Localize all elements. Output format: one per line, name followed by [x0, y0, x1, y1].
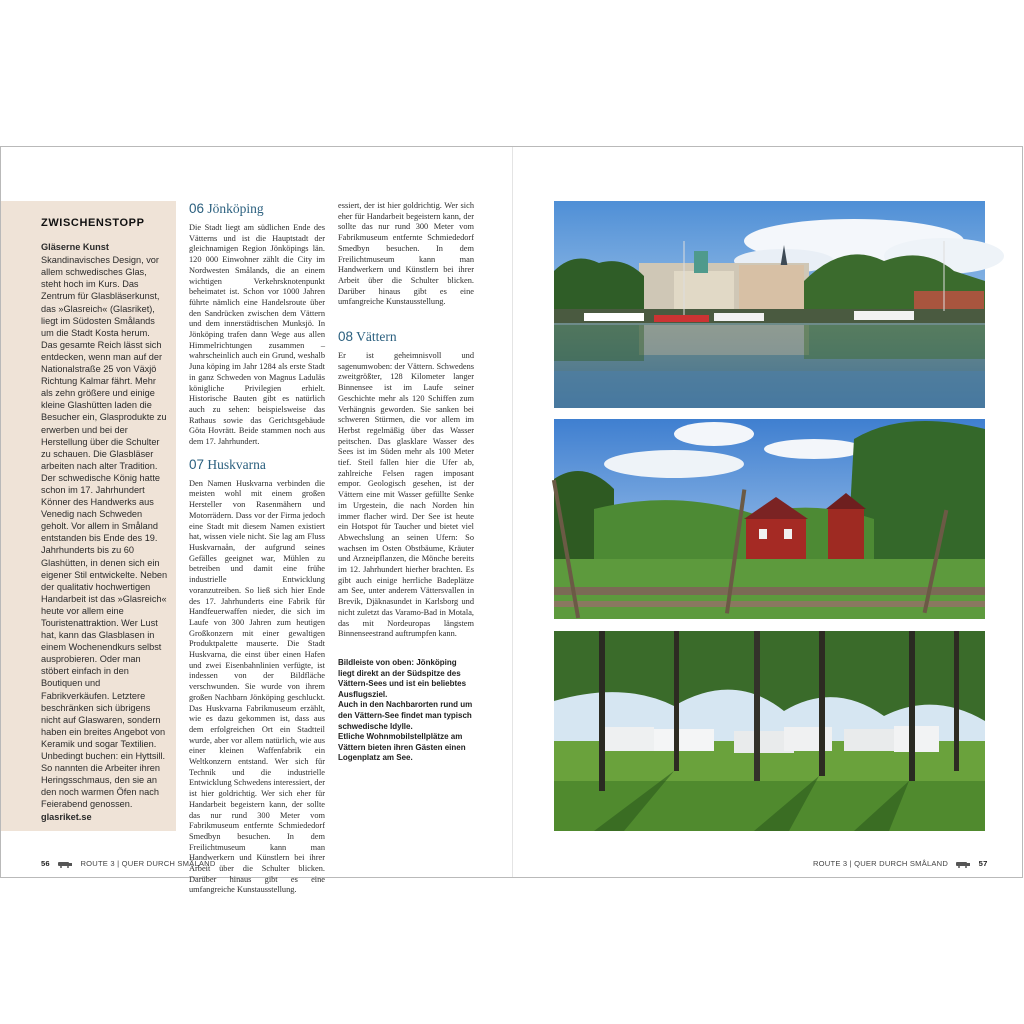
zwischenstopp-box [1, 201, 176, 831]
photo-red-houses [554, 419, 985, 619]
footer-separator: | [849, 859, 852, 868]
sidebar-link[interactable]: glasriket.se [41, 811, 92, 822]
sidebar-subtitle: Gläserne Kunst [41, 242, 109, 253]
column-2 [338, 201, 474, 764]
footer-chapter: QUER DURCH SMÅLAND [854, 859, 949, 868]
footer-left [41, 859, 216, 868]
heading-number: 08 [338, 329, 354, 344]
page-number-left: 56 [41, 859, 50, 868]
heading-title: Jönköping [207, 201, 264, 216]
caption-2: Auch in den Nachbarorten rund um den Vättern-See findet man typisch schwedische Idylle. [338, 700, 473, 731]
photo-camper-site [554, 631, 985, 831]
footer-right [813, 859, 988, 868]
heading-title: Huskvarna [207, 456, 266, 472]
sidebar-title: ZWISCHENSTOPP [41, 217, 145, 229]
heading-number: 07 [189, 456, 205, 472]
camper-icon [956, 861, 970, 868]
footer-chapter: QUER DURCH SMÅLAND [121, 859, 216, 868]
page-gutter [512, 147, 513, 877]
section-body-08: Er ist geheimnisvoll und sagenumwoben: der Vättern. Schwedens zweitgrößter, 128 Kilometer langer Binnensee ist im Laufe seiner Geschichte mehr als 120 Schiffen zum Verhängnis geworden. Sie sanken bei schweren Stürmen, die vor allem im Herbst regelmäßig über das Wasser peitschen. Das glasklare Wasser des Sees ist im Süden mehr als 100 Meter tief. Steil fallen hier die Ufer ab, zahlreiche Felsen ragen imposant empor. Geologisch gesehen, ist der Vättern eine mit Wasser gefüllte Senke im Urgestein, die nach Norden hin immer flacher wird. Der See ist heute ein Hotspot für Taucher und bietet viel Abwechslung an seinen Ufern: So wachsen im Osten Obstbäume, Kräuter und Arzneipflanzen, die Mönche bereits im 12. Jahrhundert hierher brachten. Es gibt auch einige herrliche Badeplätze am See, unter anderem Vättersvallen in Brevik, Djäknasundet in Karlsborg und nicht zuletzt das Varamo-Bad in Motala, das mit Nordeuropas längstem Binnenseestrand auftrumpfen kann. [338, 351, 474, 639]
camper-icon [58, 861, 72, 868]
heading-title: Vättern [356, 329, 397, 344]
caption-3: Etliche Wohnmobilstellplätze am Vättern bieten ihren Gästen einen Logenplatz am See. [338, 732, 466, 763]
sidebar-body: Skandinavisches Design, vor allem schwedisches Glas, steht hoch im Kurs. Das Zentrum für Glasbläserkunst, das »Glasreich« (Glasriket), liegt im Südosten Smålands um die Stadt Kosta herum. Das gesamte Reich lässt sich entdecken, wenn man auf der Nationalstraße 25 von Växjö Richtung Kalmar fährt. Mehr als zehn größere und einige kleine Glashütten laden die Besucher ein, Glasprodukte zu erwerben und bei der Herstellung über die Schulter zu schauen. Die Glasbläser arbeiten nach alter Tradition. Der schwedische König hatte schon im 17. Jahrhundert Könner des Handwerks aus Venedig nach Schweden geholt. Vor allem in Småland entstanden bis Ende des 19. Jahrhunderts bis zu 60 Glashütten, in denen sich ein eigener Stil entwickelte. Neben der qualitativ hochwertigen Handarbeit ist das »Glasreich« heute vor allem eine Touristenattraktion. Wer Lust hat, kann das Glasblasen in einem Wochenendkurs selbst ausprobieren. Oder man stöbert einfach in den Boutiquen und Fabrikverkäufen. Letztere beschränken sich übrigens nicht auf Glaswaren, sondern haben ein breites Angebot von Keramik und sogar Textilien. Unbedingt buchen: ein Hyttsill. So nannten die Arbeiter ihren Heringsschmaus, den sie an den noch warmen Öfen nach Feierabend genossen. [41, 255, 168, 810]
footer-separator: | [117, 859, 120, 868]
heading-number: 06 [189, 201, 205, 216]
caption-1: Bildleiste von oben: Jönköping liegt direkt an der Südspitze des Vättern-Sees und ist ein beliebtes Ausflugsziel. [338, 657, 467, 699]
heading-07 [189, 457, 325, 473]
heading-08 [338, 329, 474, 345]
footer-route: ROUTE 3 [80, 859, 115, 868]
section-body-06: Die Stadt liegt am südlichen Ende des Vätterns und ist die Hauptstadt der gleichnamigen Region Jönköpings län. 120 000 Einwohner zählt die City im Nordwesten Smålands, die an einem wichtigen Verkehrsknotenpunkt beheimatet ist. Schon vor 1000 Jahren führte nämlich eine Handelsroute über den Sandrücken zwischen dem Vättern und dem innerstädtischen Munksjö. In Jönköping trafen dann Wege aus allen Himmelrichtungen zusammen – wahrscheinlich auch ein Grund, weshalb Juna köping im Jahr 1284 als erste Stadt in ganz Schweden von Magnus Laduläs königliche Privilegien erhielt. Historische Bauten gibt es natürlich auch zu sehen: beispielsweise das Rathaus sowie das Gerichtsgebäude Göta Hovrätt. Beide stammen noch aus dem 17. Jahrhundert. [189, 223, 325, 447]
section-body-07: Den Namen Huskvarna verbinden die meisten wohl mit einem großen Hersteller von Rasenmähern und Motorrädern. Dass vor der Firma jedoch eine Stadt mit diesem Namen existiert hat, wissen viele nicht. Sie lag am Fluss Huskvarnaån, der aufgrund seines Gefälles geeignet war, Mühlen zu betreiben und damit eine frühe industrielle Entwicklung voranzutreiben. So ließ sich hier Ende des 17. Jahrhunderts eine Fabrik für Handfeuerwaffen nieder, die sich im Laufe von 300 Jahren zum heutigen Großkonzern mit einer gewaltigen Produktpalette mauserte. Die Stadt Huskvarna, die einst über einen Hafen und zwei Eisenbahnlinien verfügte, ist indessen von der Bildfläche verschwunden. Sie wurde von ihrem großen Nachbarn Jönköping geschluckt. Das Huskvarna Fabrikmuseum erzählt, wie es dazu gekommen ist, dass aus dem erfolgreichen Ort ein Stadtteil wurde, aber vor allem natürlich, wie aus einer kleinen Waffenfabrik ein Weltkonzern entstand. Wer sich für Technik und die industrielle Entwicklung Schwedens interessiert, der ist hier goldrichtig. Wer sich eher für Handarbeit begeistern kann, der sollte das nur rund 300 Meter vom Fabrikmuseum entfernte Schmiededorf Smedbyn besuchen. In dem Freilichtmuseum kann man Handwerkern und Künstlern bei ihrer Arbeit über die Schulter blicken. Darüber hinaus gibt es eine umfangreiche Kunstausstellung. [189, 478, 325, 895]
footer-route: ROUTE 3 [813, 859, 848, 868]
photo-jonkoping-harbour [554, 201, 985, 408]
book-spread [0, 146, 1023, 895]
column-1 [189, 201, 325, 895]
section-body-07-cont: essiert, der ist hier goldrichtig. Wer sich eher für Handarbeit begeistern kann, der sollte das nur rund 300 Meter vom Fabrikmuseum entfernte Schmiededorf Smedbyn besuchen. In dem Freilichtmuseum kann man Handwerkern und Künstlern bei ihrer Arbeit über die Schulter blicken. Darüber hinaus gibt es eine umfangreiche Kunstausstellung. [338, 201, 474, 307]
page-number-right: 57 [978, 859, 988, 868]
heading-06 [189, 201, 325, 217]
